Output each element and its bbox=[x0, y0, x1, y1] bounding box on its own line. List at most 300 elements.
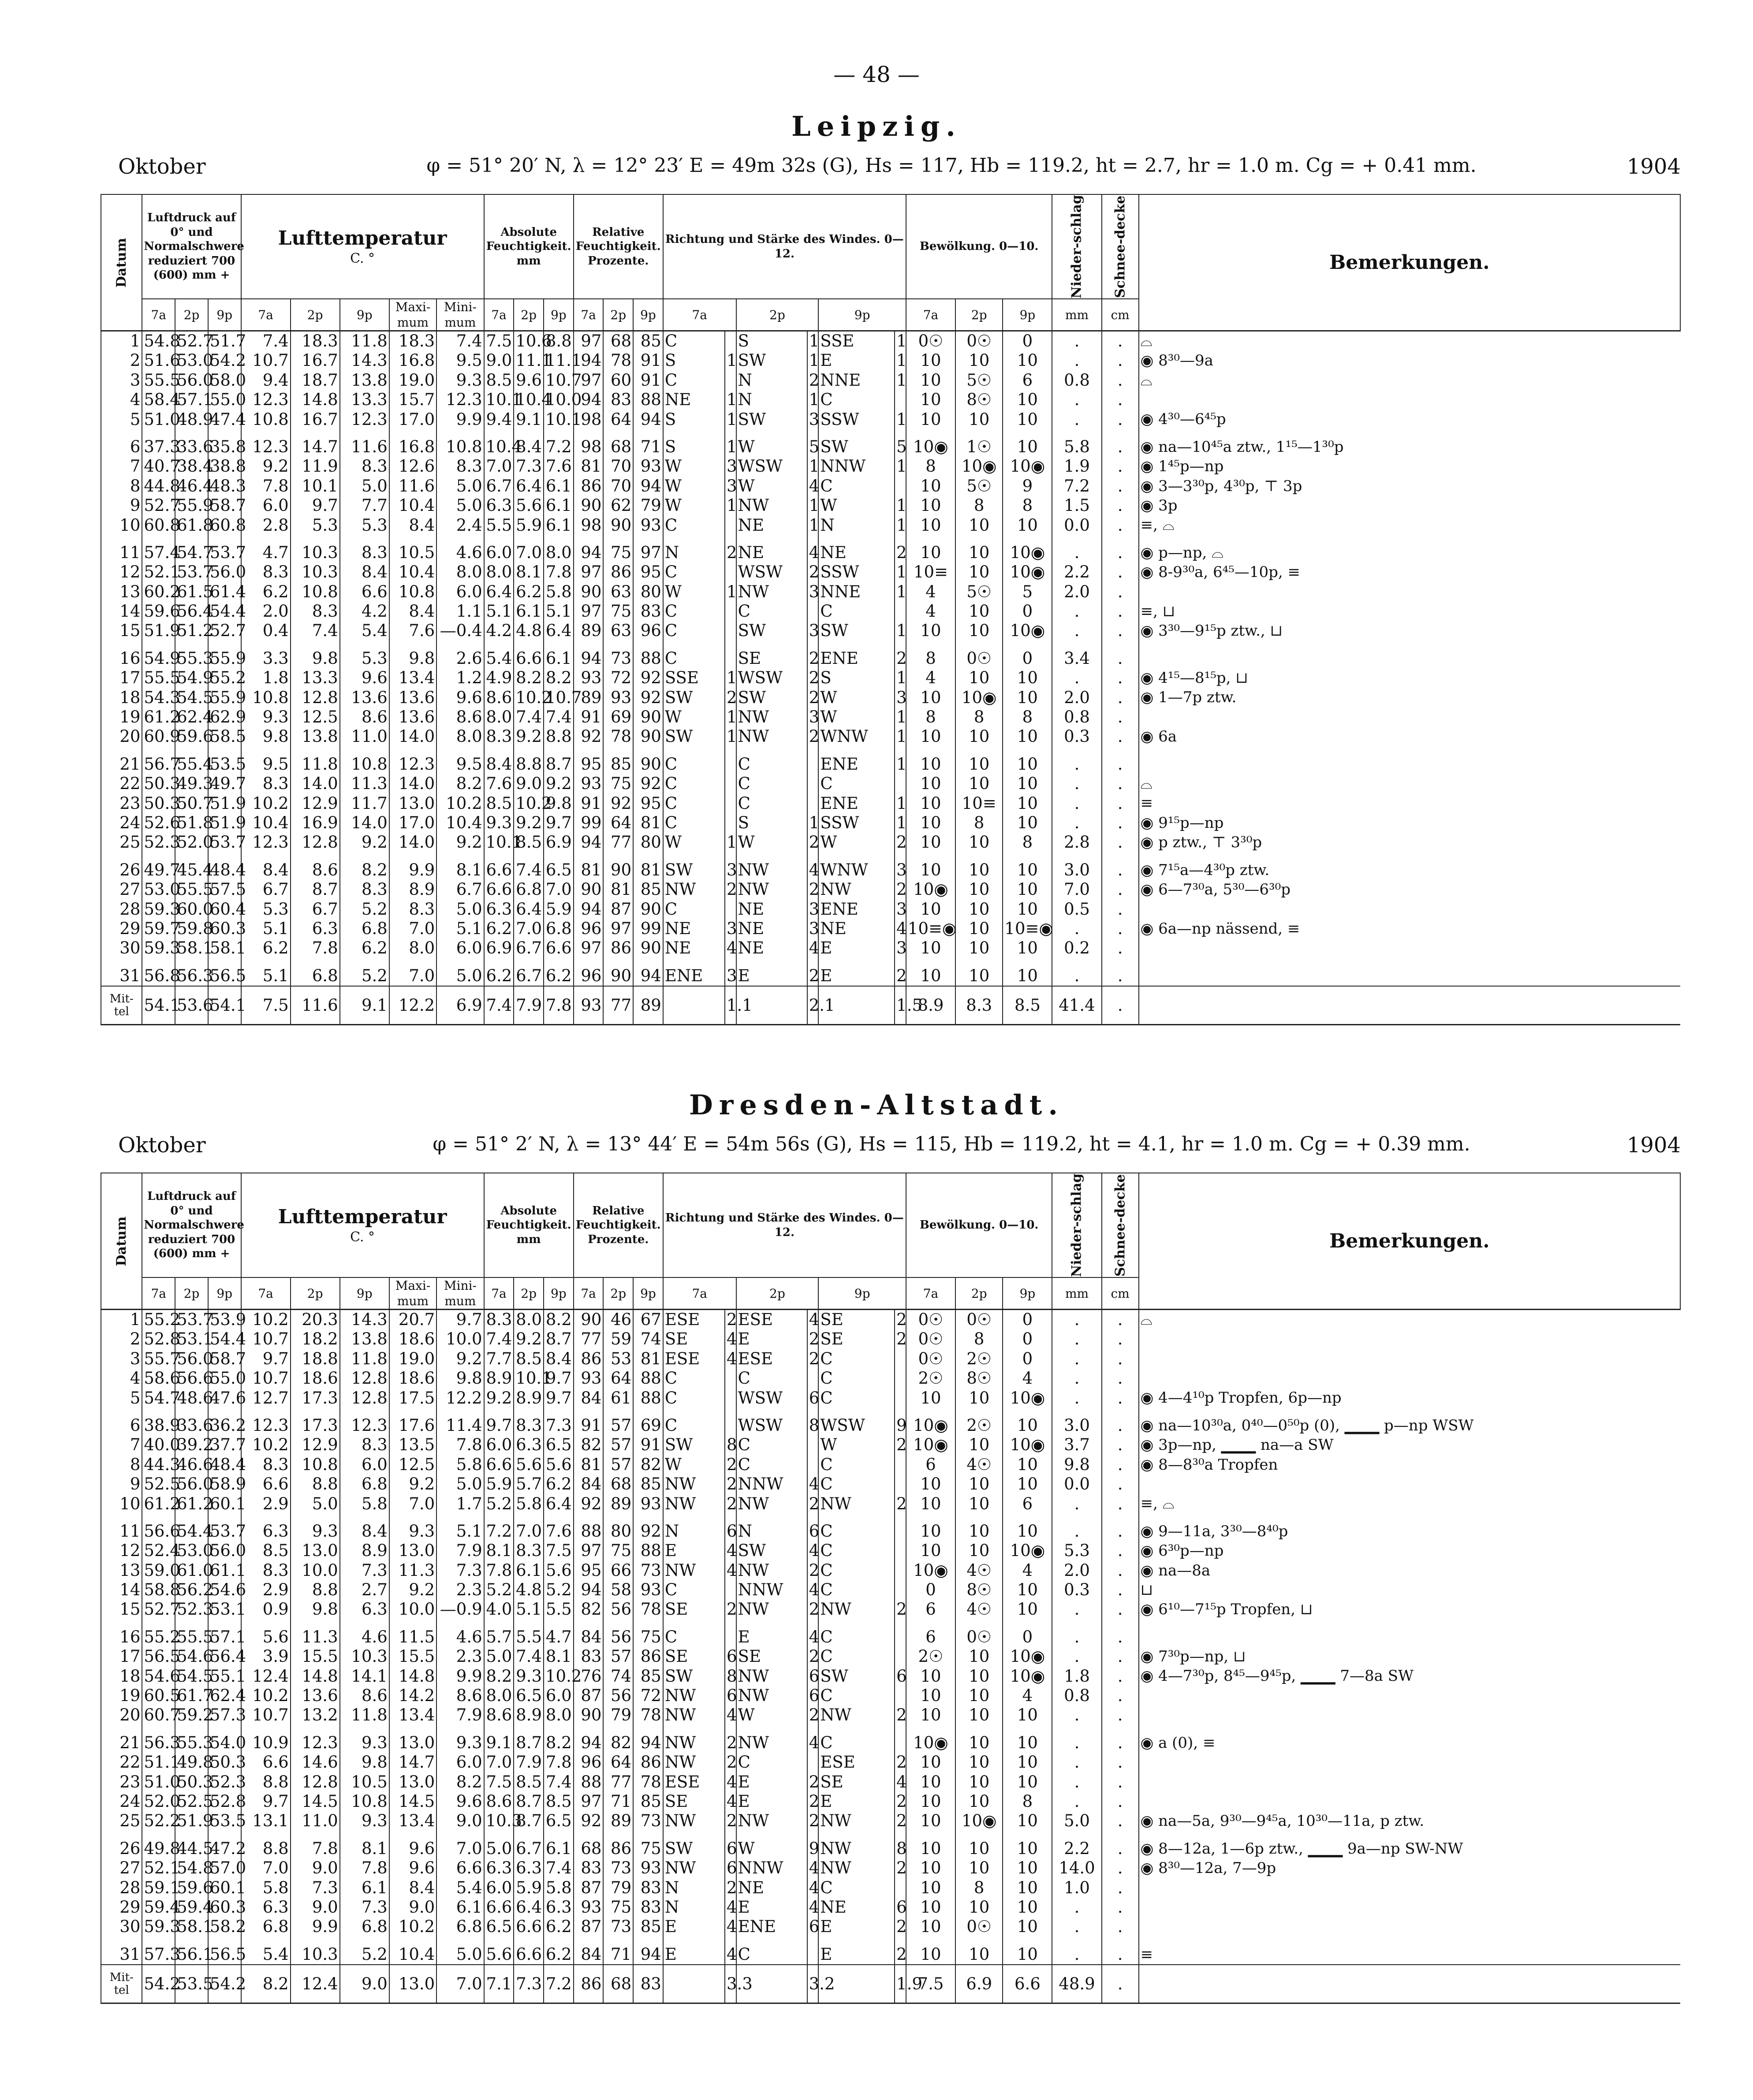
table-row bbox=[101, 1620, 1680, 1647]
cell-wind-force-2p: 4 bbox=[807, 1858, 819, 1878]
cell-pressure-9p: 53.7 bbox=[208, 535, 241, 562]
cell-temp-min: 8.2 bbox=[436, 1772, 484, 1792]
cell-pressure-7a: 38.9 bbox=[142, 1408, 175, 1435]
cell-temp-min: 10.2 bbox=[436, 794, 484, 813]
cell-precipitation: . bbox=[1052, 668, 1101, 688]
cell-abs-humidity-9p: 7.4 bbox=[544, 707, 574, 727]
cell-temp-9p: 11.0 bbox=[340, 727, 389, 746]
cell-rel-humidity-2p: 64 bbox=[603, 1369, 633, 1388]
cell-temp-7a: 5.3 bbox=[241, 900, 291, 919]
subheader-temp-9p: 9p bbox=[340, 299, 389, 331]
cell-wind-force-7a: 8 bbox=[725, 1667, 736, 1686]
table-row bbox=[101, 1667, 1680, 1686]
cell-wind-force-9p bbox=[895, 1389, 906, 1408]
cell-wind-force-9p bbox=[895, 1580, 906, 1600]
cell-abs-humidity-7a: 9.3 bbox=[484, 813, 514, 833]
cell-temp-7a: 8.8 bbox=[241, 1772, 291, 1792]
cell-temp-max: 13.0 bbox=[389, 1541, 436, 1560]
cell-abs-humidity-7a: 6.2 bbox=[484, 958, 514, 986]
cell-pressure-2p: 53.0 bbox=[175, 351, 208, 370]
cell-remarks: ◉ 9¹⁵p—np bbox=[1139, 813, 1680, 833]
cell-rel-humidity-7a: 86 bbox=[574, 477, 604, 496]
cell-wind-dir-7a: C bbox=[663, 747, 725, 774]
cell-wind-force-7a: 3 bbox=[725, 853, 736, 880]
cell-rel-humidity-2p: 86 bbox=[603, 562, 633, 582]
cell-temp-2p: 14.6 bbox=[291, 1753, 340, 1772]
cell-abs-humidity-7a: 6.5 bbox=[484, 1917, 514, 1936]
cell-cloud-7a: 10 bbox=[906, 688, 955, 707]
cell-pressure-9p: 57.0 bbox=[208, 1858, 241, 1878]
cell-precipitation: 9.8 bbox=[1052, 1455, 1101, 1474]
cell-pressure-9p: 50.3 bbox=[208, 1753, 241, 1772]
cell-rel-humidity-2p: 68 bbox=[603, 331, 633, 351]
cell-cloud-9p: 10 bbox=[1003, 958, 1052, 986]
cell-pressure-9p: 55.0 bbox=[208, 1369, 241, 1388]
cell-rel-humidity-7a: 98 bbox=[574, 410, 604, 429]
cell-pressure-7a: 44.3 bbox=[142, 1455, 175, 1474]
cell-precipitation: 7.2 bbox=[1052, 477, 1101, 496]
cell-remarks: ◉ na—10⁴⁵a ztw., 1¹⁵—1³⁰p bbox=[1139, 429, 1680, 457]
station-coordinates: φ = 51° 20′ N, λ = 12° 23′ E = 49m 32s (G), Hs = 117, Hb = 119.2, ht = 2.7, hr = 1.0 m. Cg = + 0.41 mm. bbox=[426, 154, 1477, 177]
table-row bbox=[101, 774, 1680, 793]
cell-wind-dir-9p: W bbox=[818, 707, 895, 727]
cell-wind-force-7a: 2 bbox=[725, 1455, 736, 1474]
cell-cloud-7a: 6 bbox=[906, 1455, 955, 1474]
cell-temp-min: 2.4 bbox=[436, 516, 484, 535]
cell-wind-force-2p: 2 bbox=[807, 1705, 819, 1725]
cell-temp-9p: 9.8 bbox=[340, 1753, 389, 1772]
table-row bbox=[101, 668, 1680, 688]
cell-rel-humidity-7a: 82 bbox=[574, 1435, 604, 1455]
table-row bbox=[101, 535, 1680, 562]
mean-temp-7a: 8.2 bbox=[241, 1965, 291, 2003]
cell-temp-max: 14.2 bbox=[389, 1686, 436, 1705]
cell-rel-humidity-2p: 56 bbox=[603, 1600, 633, 1619]
cell-temp-min: 9.3 bbox=[436, 371, 484, 390]
cell-abs-humidity-9p: 6.5 bbox=[544, 1435, 574, 1455]
cell-temp-max: 18.6 bbox=[389, 1369, 436, 1388]
cell-temp-max: 9.9 bbox=[389, 853, 436, 880]
cell-rel-humidity-9p: 86 bbox=[633, 1647, 663, 1666]
cell-wind-force-7a: 2 bbox=[725, 880, 736, 899]
cell-wind-force-2p: 6 bbox=[807, 1686, 819, 1705]
cell-abs-humidity-7a: 6.2 bbox=[484, 919, 514, 938]
cell-pressure-2p: 61.5 bbox=[175, 582, 208, 602]
station-meta-dresden bbox=[118, 1133, 1681, 1164]
cell-wind-force-2p: 4 bbox=[807, 1541, 819, 1560]
cell-temp-9p: 5.8 bbox=[340, 1494, 389, 1514]
cell-cloud-9p: 10 bbox=[1003, 688, 1052, 707]
cell-abs-humidity-9p: 6.1 bbox=[544, 1831, 574, 1858]
cell-remarks: ≡, ⊔ bbox=[1139, 602, 1680, 621]
cell-rel-humidity-9p: 94 bbox=[633, 1725, 663, 1753]
cell-cloud-9p: 8 bbox=[1003, 833, 1052, 852]
cell-wind-dir-9p: E bbox=[818, 1917, 895, 1936]
cell-date: 28 bbox=[101, 1878, 142, 1898]
cell-wind-dir-7a: NW bbox=[663, 1686, 725, 1705]
cell-abs-humidity-7a: 7.7 bbox=[484, 1349, 514, 1369]
cell-temp-7a: 6.2 bbox=[241, 938, 291, 958]
cell-date: 14 bbox=[101, 602, 142, 621]
cell-precipitation: 2.2 bbox=[1052, 1831, 1101, 1858]
cell-wind-dir-9p: NW bbox=[818, 880, 895, 899]
cell-temp-max: 13.4 bbox=[389, 1705, 436, 1725]
cell-wind-dir-9p: ESE bbox=[818, 1753, 895, 1772]
cell-wind-force-2p: 2 bbox=[807, 688, 819, 707]
cell-temp-2p: 7.4 bbox=[291, 621, 340, 640]
header-luftdruck: Luftdruck auf 0° und Normalschwere reduziert 700 (600) mm + bbox=[142, 194, 241, 299]
cell-rel-humidity-7a: 97 bbox=[574, 1792, 604, 1811]
cell-temp-min: —0.9 bbox=[436, 1600, 484, 1619]
cell-wind-force-9p: 1 bbox=[895, 813, 906, 833]
cell-pressure-2p: 51.8 bbox=[175, 813, 208, 833]
cell-wind-dir-9p: C bbox=[818, 477, 895, 496]
cell-cloud-9p: 0 bbox=[1003, 1620, 1052, 1647]
header-rel-feucht: Relative Feuchtigkeit. Prozente. bbox=[574, 1173, 663, 1277]
cell-snow-cover: . bbox=[1102, 1898, 1139, 1917]
cell-date: 13 bbox=[101, 582, 142, 602]
header-schneedecke: Schnee-decke bbox=[1102, 194, 1139, 299]
cell-date: 5 bbox=[101, 410, 142, 429]
cell-wind-force-2p: 2 bbox=[807, 668, 819, 688]
cell-wind-force-9p bbox=[895, 477, 906, 496]
cell-wind-dir-9p: C bbox=[818, 1620, 895, 1647]
cell-wind-dir-2p: NE bbox=[736, 535, 807, 562]
cell-temp-min: 6.1 bbox=[436, 1898, 484, 1917]
cell-snow-cover: . bbox=[1102, 1667, 1139, 1686]
cell-rel-humidity-2p: 62 bbox=[603, 496, 633, 515]
cell-abs-humidity-2p: 6.6 bbox=[514, 1937, 544, 1965]
cell-abs-humidity-2p: 8.3 bbox=[514, 1408, 544, 1435]
cell-wind-force-9p: 2 bbox=[895, 641, 906, 668]
cell-pressure-7a: 54.8 bbox=[142, 331, 175, 351]
cell-wind-force-9p: 1 bbox=[895, 621, 906, 640]
cell-temp-9p: 5.0 bbox=[340, 477, 389, 496]
cell-cloud-7a: 6 bbox=[906, 1620, 955, 1647]
cell-rel-humidity-9p: 82 bbox=[633, 1455, 663, 1474]
cell-pressure-2p: 54.6 bbox=[175, 1647, 208, 1666]
cell-wind-dir-9p: SW bbox=[818, 621, 895, 640]
cell-wind-dir-7a: NW bbox=[663, 880, 725, 899]
cell-cloud-9p: 10 bbox=[1003, 1455, 1052, 1474]
cell-snow-cover: . bbox=[1102, 496, 1139, 515]
cell-wind-force-2p: 2 bbox=[807, 1792, 819, 1811]
cell-wind-dir-7a: NW bbox=[663, 1705, 725, 1725]
cell-abs-humidity-9p: 8.8 bbox=[544, 331, 574, 351]
cell-temp-7a: 2.0 bbox=[241, 602, 291, 621]
cell-temp-7a: 9.2 bbox=[241, 457, 291, 476]
cell-pressure-2p: 61.0 bbox=[175, 1561, 208, 1580]
cell-remarks: ◉ 3³⁰—9¹⁵p ztw., ⊔ bbox=[1139, 621, 1680, 640]
cell-cloud-2p: 10◉ bbox=[955, 688, 1003, 707]
cell-wind-force-9p bbox=[895, 1349, 906, 1369]
cell-rel-humidity-7a: 94 bbox=[574, 900, 604, 919]
cell-wind-force-7a: 1 bbox=[725, 429, 736, 457]
mean-temp-min: 6.9 bbox=[436, 986, 484, 1025]
cell-remarks: ≡ bbox=[1139, 1937, 1680, 1965]
cell-date: 30 bbox=[101, 1917, 142, 1936]
cell-pressure-7a: 52.7 bbox=[142, 496, 175, 515]
cell-cloud-9p: 10◉ bbox=[1003, 1389, 1052, 1408]
cell-snow-cover: . bbox=[1102, 1811, 1139, 1831]
table-row bbox=[101, 1455, 1680, 1474]
cell-precipitation: . bbox=[1052, 410, 1101, 429]
cell-pressure-7a: 51.6 bbox=[142, 351, 175, 370]
cell-wind-force-2p: 4 bbox=[807, 1620, 819, 1647]
cell-cloud-2p: 10 bbox=[955, 1898, 1003, 1917]
header-lufttemperatur-title: Lufttemperatur bbox=[278, 1206, 447, 1229]
cell-wind-force-7a bbox=[725, 747, 736, 774]
cell-cloud-7a: 10◉ bbox=[906, 1725, 955, 1753]
cell-wind-force-7a: 1 bbox=[725, 668, 736, 688]
cell-wind-dir-9p: C bbox=[818, 1878, 895, 1898]
cell-snow-cover: . bbox=[1102, 1310, 1139, 1330]
cell-rel-humidity-2p: 90 bbox=[603, 516, 633, 535]
cell-temp-9p: 13.6 bbox=[340, 688, 389, 707]
cell-temp-7a: 6.3 bbox=[241, 1514, 291, 1541]
cell-abs-humidity-2p: 9.0 bbox=[514, 774, 544, 793]
cell-temp-min: 5.1 bbox=[436, 1514, 484, 1541]
cell-temp-2p: 13.2 bbox=[291, 1705, 340, 1725]
cell-temp-max: 14.0 bbox=[389, 774, 436, 793]
cell-wind-force-9p: 2 bbox=[895, 1329, 906, 1349]
cell-temp-min: 4.6 bbox=[436, 535, 484, 562]
cell-temp-2p: 14.5 bbox=[291, 1792, 340, 1811]
cell-wind-force-9p: 1 bbox=[895, 747, 906, 774]
mean-cloud-9p: 6.6 bbox=[1003, 1965, 1052, 2003]
cell-cloud-7a: 10 bbox=[906, 1474, 955, 1494]
cell-cloud-2p: 10 bbox=[955, 880, 1003, 899]
cell-abs-humidity-2p: 9.3 bbox=[514, 1667, 544, 1686]
cell-wind-dir-7a: NW bbox=[663, 1474, 725, 1494]
cell-pressure-9p: 58.1 bbox=[208, 938, 241, 958]
cell-cloud-9p: 10 bbox=[1003, 1878, 1052, 1898]
cell-temp-max: 10.4 bbox=[389, 496, 436, 515]
subheader-rel-7a: 7a bbox=[574, 299, 604, 331]
cell-temp-2p: 9.8 bbox=[291, 641, 340, 668]
cell-precipitation: . bbox=[1052, 1753, 1101, 1772]
cell-temp-9p: 5.2 bbox=[340, 900, 389, 919]
cell-rel-humidity-2p: 82 bbox=[603, 1725, 633, 1753]
cell-abs-humidity-9p: 5.8 bbox=[544, 582, 574, 602]
cell-wind-force-2p: 3 bbox=[807, 707, 819, 727]
cell-abs-humidity-7a: 5.4 bbox=[484, 641, 514, 668]
cell-temp-min: 2.3 bbox=[436, 1580, 484, 1600]
cell-wind-dir-7a: C bbox=[663, 516, 725, 535]
cell-wind-force-9p: 8 bbox=[895, 1831, 906, 1858]
cell-temp-2p: 7.8 bbox=[291, 1831, 340, 1858]
cell-remarks: ◉ 7¹⁵a—4³⁰p ztw. bbox=[1139, 853, 1680, 880]
cell-remarks bbox=[1139, 1349, 1680, 1369]
cell-rel-humidity-2p: 57 bbox=[603, 1408, 633, 1435]
cell-wind-dir-2p: SW bbox=[736, 688, 807, 707]
cell-pressure-9p: 53.7 bbox=[208, 833, 241, 852]
cell-wind-force-7a: 4 bbox=[725, 1561, 736, 1580]
cell-rel-humidity-7a: 81 bbox=[574, 853, 604, 880]
cell-abs-humidity-2p: 7.9 bbox=[514, 1753, 544, 1772]
cell-abs-humidity-2p: 7.4 bbox=[514, 853, 544, 880]
cell-temp-max: 8.0 bbox=[389, 938, 436, 958]
cell-temp-9p: 11.8 bbox=[340, 331, 389, 351]
header-luftdruck: Luftdruck auf 0° und Normalschwere reduziert 700 (600) mm + bbox=[142, 1173, 241, 1277]
cell-abs-humidity-9p: 6.4 bbox=[544, 621, 574, 640]
cell-wind-force-2p: 3 bbox=[807, 621, 819, 640]
table-row bbox=[101, 351, 1680, 370]
cell-temp-max: 9.8 bbox=[389, 641, 436, 668]
cell-temp-min: 9.5 bbox=[436, 351, 484, 370]
cell-pressure-9p: 61.1 bbox=[208, 1561, 241, 1580]
cell-wind-force-7a bbox=[725, 371, 736, 390]
cell-temp-9p: 6.8 bbox=[340, 1917, 389, 1936]
cell-pressure-7a: 56.6 bbox=[142, 1514, 175, 1541]
cell-cloud-2p: 10 bbox=[955, 1474, 1003, 1494]
cell-rel-humidity-2p: 97 bbox=[603, 919, 633, 938]
cell-rel-humidity-9p: 78 bbox=[633, 1705, 663, 1725]
cell-wind-dir-2p: C bbox=[736, 1455, 807, 1474]
weather-table-dresden bbox=[101, 1173, 1681, 2004]
cell-abs-humidity-7a: 5.7 bbox=[484, 1620, 514, 1647]
cell-temp-2p: 14.0 bbox=[291, 774, 340, 793]
cell-temp-max: 13.5 bbox=[389, 1435, 436, 1455]
cell-temp-max: 12.6 bbox=[389, 457, 436, 476]
cell-remarks: ◉ 1—7p ztw. bbox=[1139, 688, 1680, 707]
cell-snow-cover: . bbox=[1102, 1917, 1139, 1936]
cell-temp-min: 5.0 bbox=[436, 958, 484, 986]
month-label: Oktober bbox=[118, 154, 206, 179]
cell-pressure-9p: 53.7 bbox=[208, 1514, 241, 1541]
cell-snow-cover: . bbox=[1102, 880, 1139, 899]
cell-rel-humidity-7a: 84 bbox=[574, 1389, 604, 1408]
cell-temp-min: 12.2 bbox=[436, 1389, 484, 1408]
cell-temp-min: 5.8 bbox=[436, 1455, 484, 1474]
cell-pressure-7a: 51.1 bbox=[142, 1753, 175, 1772]
cell-rel-humidity-9p: 93 bbox=[633, 1494, 663, 1514]
header-abs-feucht: Absolute Feuchtigkeit. mm bbox=[484, 1173, 574, 1277]
year-label: 1904 bbox=[1626, 1133, 1681, 1158]
cell-temp-min: 5.0 bbox=[436, 1937, 484, 1965]
cell-precipitation: . bbox=[1052, 1514, 1101, 1541]
cell-date: 8 bbox=[101, 1455, 142, 1474]
mean-abs-humidity-7a: 7.4 bbox=[484, 986, 514, 1025]
cell-wind-dir-9p: WNW bbox=[818, 853, 895, 880]
mean-temp-7a: 7.5 bbox=[241, 986, 291, 1025]
cell-snow-cover: . bbox=[1102, 1541, 1139, 1560]
cell-pressure-7a: 59.3 bbox=[142, 1917, 175, 1936]
cell-cloud-7a: 10 bbox=[906, 1858, 955, 1878]
cell-temp-min: 9.2 bbox=[436, 1349, 484, 1369]
cell-temp-max: 9.3 bbox=[389, 1514, 436, 1541]
cell-rel-humidity-9p: 73 bbox=[633, 1811, 663, 1831]
cell-pressure-2p: 44.5 bbox=[175, 1831, 208, 1858]
cell-remarks bbox=[1139, 582, 1680, 602]
cell-remarks: ⌓ bbox=[1139, 774, 1680, 793]
cell-pressure-2p: 61.8 bbox=[175, 516, 208, 535]
cell-cloud-9p: 10≡◉ bbox=[1003, 919, 1052, 938]
cell-temp-2p: 9.0 bbox=[291, 1858, 340, 1878]
cell-pressure-2p: 62.4 bbox=[175, 707, 208, 727]
cell-remarks bbox=[1139, 900, 1680, 919]
cell-rel-humidity-7a: 96 bbox=[574, 919, 604, 938]
table-row bbox=[101, 410, 1680, 429]
cell-cloud-9p: 10 bbox=[1003, 351, 1052, 370]
cell-wind-force-2p: 2 bbox=[807, 562, 819, 582]
cell-wind-dir-7a: W bbox=[663, 496, 725, 515]
cell-precipitation: . bbox=[1052, 1369, 1101, 1388]
cell-rel-humidity-9p: 93 bbox=[633, 516, 663, 535]
cell-pressure-9p: 62.4 bbox=[208, 1686, 241, 1705]
cell-pressure-2p: 59.4 bbox=[175, 1898, 208, 1917]
cell-wind-force-7a: 1 bbox=[725, 410, 736, 429]
cell-abs-humidity-2p: 5.6 bbox=[514, 496, 544, 515]
cell-date: 3 bbox=[101, 1349, 142, 1369]
cell-rel-humidity-9p: 92 bbox=[633, 668, 663, 688]
cell-temp-7a: 8.3 bbox=[241, 774, 291, 793]
cell-wind-dir-7a: SE bbox=[663, 1792, 725, 1811]
cell-snow-cover: . bbox=[1102, 1831, 1139, 1858]
cell-temp-min: 7.0 bbox=[436, 1831, 484, 1858]
cell-rel-humidity-2p: 93 bbox=[603, 688, 633, 707]
cell-wind-dir-2p: SE bbox=[736, 641, 807, 668]
cell-wind-dir-7a: S bbox=[663, 351, 725, 370]
cell-rel-humidity-7a: 94 bbox=[574, 535, 604, 562]
cell-cloud-7a: 10 bbox=[906, 621, 955, 640]
cell-temp-min: 9.0 bbox=[436, 1811, 484, 1831]
header-temp-unit: C. ° bbox=[350, 1229, 375, 1245]
cell-wind-dir-9p: NNE bbox=[818, 371, 895, 390]
cell-cloud-9p: 10◉ bbox=[1003, 621, 1052, 640]
cell-snow-cover: . bbox=[1102, 477, 1139, 496]
cell-wind-force-9p: 1 bbox=[895, 727, 906, 746]
cell-temp-7a: 7.4 bbox=[241, 331, 291, 351]
cell-precipitation: 2.0 bbox=[1052, 1561, 1101, 1580]
cell-wind-dir-9p: C bbox=[818, 1369, 895, 1388]
cell-temp-9p: 8.3 bbox=[340, 880, 389, 899]
cell-temp-9p: 5.3 bbox=[340, 516, 389, 535]
cell-wind-dir-9p: NW bbox=[818, 1705, 895, 1725]
cell-temp-max: 19.0 bbox=[389, 371, 436, 390]
cell-precipitation: 2.0 bbox=[1052, 582, 1101, 602]
mean-pressure-7a: 54.1 bbox=[142, 986, 175, 1025]
cell-pressure-9p: 62.9 bbox=[208, 707, 241, 727]
cell-temp-9p: 8.3 bbox=[340, 535, 389, 562]
cell-date: 25 bbox=[101, 1811, 142, 1831]
cell-date: 9 bbox=[101, 496, 142, 515]
subheader-pressure-2p: 2p bbox=[175, 1277, 208, 1310]
cell-cloud-7a: 10 bbox=[906, 496, 955, 515]
mean-precipitation: 48.9 bbox=[1052, 1965, 1101, 2003]
cell-pressure-2p: 48.9 bbox=[175, 410, 208, 429]
cell-remarks: ≡, ⌓ bbox=[1139, 1494, 1680, 1514]
cell-abs-humidity-9p: 7.4 bbox=[544, 1772, 574, 1792]
cell-rel-humidity-9p: 94 bbox=[633, 410, 663, 429]
cell-temp-7a: 9.7 bbox=[241, 1349, 291, 1369]
subheader-precip-unit: mm bbox=[1052, 1277, 1101, 1310]
mean-temp-min: 7.0 bbox=[436, 1965, 484, 2003]
table-row bbox=[101, 562, 1680, 582]
cell-cloud-7a: 4 bbox=[906, 602, 955, 621]
cell-rel-humidity-2p: 68 bbox=[603, 1474, 633, 1494]
cell-temp-2p: 9.7 bbox=[291, 496, 340, 515]
cell-temp-7a: 5.8 bbox=[241, 1878, 291, 1898]
cell-temp-7a: 10.2 bbox=[241, 1435, 291, 1455]
cell-temp-7a: 5.6 bbox=[241, 1620, 291, 1647]
cell-wind-force-9p bbox=[895, 1561, 906, 1580]
cell-wind-force-2p: 2 bbox=[807, 1647, 819, 1666]
cell-abs-humidity-7a: 6.3 bbox=[484, 496, 514, 515]
cell-wind-dir-7a: C bbox=[663, 813, 725, 833]
cell-wind-force-2p: 3 bbox=[807, 410, 819, 429]
cell-temp-min: 1.7 bbox=[436, 1494, 484, 1514]
